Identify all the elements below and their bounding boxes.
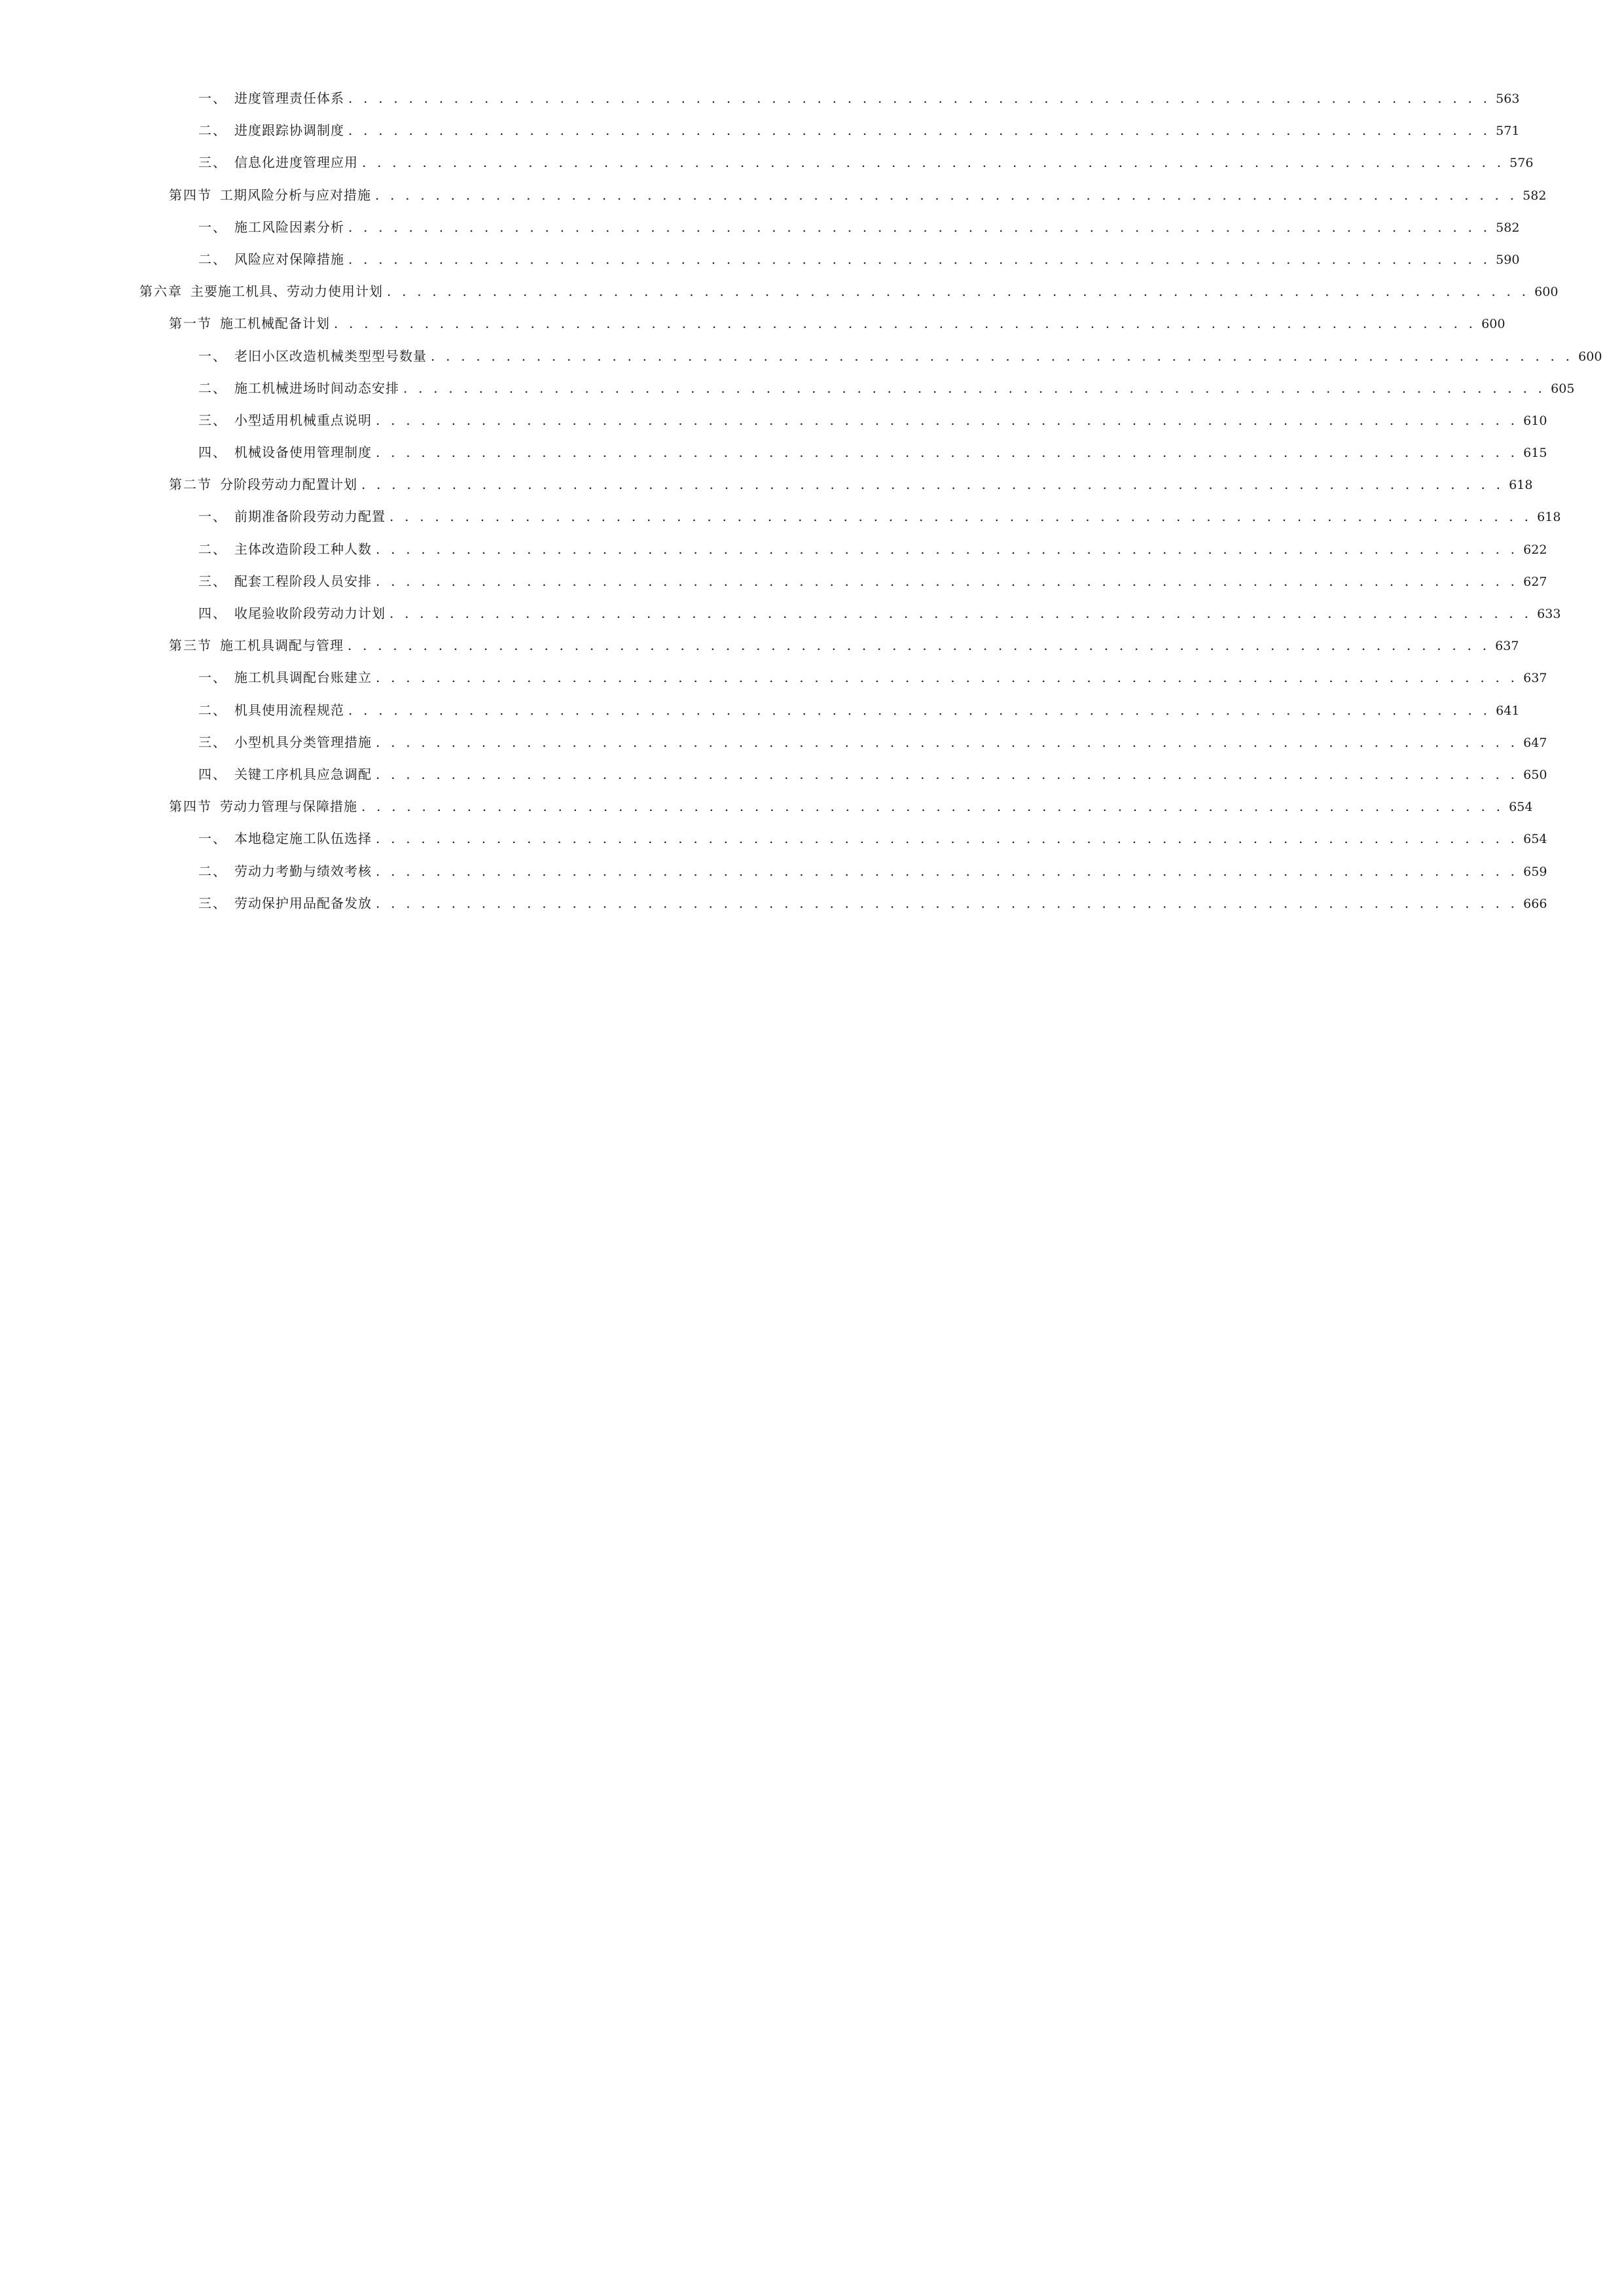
- toc-entry[interactable]: [0, 307, 1506, 339]
- toc-entry-line: [139, 283, 1559, 300]
- toc-entry-title: 施工风险因素分析: [234, 219, 344, 235]
- toc-entry-number: 三、: [198, 895, 227, 911]
- toc-entry-page-number: 618: [1537, 510, 1561, 525]
- toc-entry-title: 劳动力管理与保障措施: [220, 798, 357, 815]
- toc-entry-page-number: 582: [1523, 188, 1547, 203]
- toc-dot-leader: . . . . . . . . . . . . . . . . . . . . . . . . . . . . . . . . . . . . . . . . . . . . . . . . . . . . . . . . . . . . . . . . . . . . . . . . . . . .: [361, 476, 1504, 493]
- toc-entry-number: 第三节: [169, 637, 212, 654]
- toc-entry-number: 二、: [198, 702, 227, 718]
- toc-dot-leader: . . . . . . . . . . . . . . . . . . . . . . . . . . . . . . . . . . . . . . . . . . . . . . . . . . . . . . . . . . . . . . . . . . . . . . . . . . . .: [376, 766, 1519, 782]
- toc-entry-page-number: 610: [1523, 413, 1547, 428]
- toc-entry-number: 四、: [198, 605, 227, 621]
- toc-dot-leader: . . . . . . . . . . . . . . . . . . . . . . . . . . . . . . . . . . . . . . . . . . . . . . . . . . . . . . . . . . . . . . . . . . . . . . . . . . . .: [376, 734, 1519, 750]
- toc-entry-number: 一、: [198, 670, 227, 686]
- toc-entry-number: 二、: [198, 380, 227, 396]
- toc-entry-number: 三、: [198, 573, 227, 589]
- toc-entry[interactable]: [0, 629, 1519, 661]
- toc-entry-number: 一、: [198, 831, 227, 847]
- toc-entry-page-number: 600: [1578, 349, 1602, 364]
- toc-entry[interactable]: [0, 179, 1547, 211]
- toc-entry[interactable]: [0, 82, 1520, 114]
- toc-dot-leader: . . . . . . . . . . . . . . . . . . . . . . . . . . . . . . . . . . . . . . . . . . . . . . . . . . . . . . . . . . . . . . . . . . . . . . . . . . . .: [376, 444, 1519, 461]
- toc-entry-title: 机具使用流程规范: [234, 702, 344, 718]
- toc-entry[interactable]: [0, 822, 1547, 854]
- toc-entry[interactable]: [0, 533, 1547, 565]
- toc-dot-leader: . . . . . . . . . . . . . . . . . . . . . . . . . . . . . . . . . . . . . . . . . . . . . . . . . . . . . . . . . . . . . . . . . . . . . . . . . . . .: [348, 251, 1491, 267]
- toc-entry-page-number: 659: [1523, 864, 1547, 879]
- toc-dot-leader: . . . . . . . . . . . . . . . . . . . . . . . . . . . . . . . . . . . . . . . . . . . . . . . . . . . . . . . . . . . . . . . . . . . . . . . . . . . .: [348, 219, 1491, 235]
- toc-entry-title: 主要施工机具、劳动力使用计划: [190, 283, 383, 300]
- toc-entry-number: 二、: [198, 251, 227, 267]
- toc-entry[interactable]: [0, 597, 1561, 629]
- toc-entry-line: [198, 895, 1547, 912]
- toc-entry-line: [198, 702, 1520, 719]
- toc-entry-title: 工期风险分析与应对措施: [220, 187, 371, 203]
- toc-entry-number: 三、: [198, 412, 227, 428]
- toc-entry-page-number: 650: [1523, 767, 1547, 782]
- toc-entry-page-number: 590: [1496, 252, 1520, 267]
- toc-entry-page-number: 576: [1509, 156, 1534, 171]
- toc-entry[interactable]: [0, 404, 1547, 436]
- toc-entry-line: [198, 508, 1561, 526]
- toc-entry-title: 小型机具分类管理措施: [234, 734, 372, 750]
- toc-entry-title: 分阶段劳动力配置计划: [220, 476, 357, 493]
- toc-entry-title: 老旧小区改造机械类型型号数量: [234, 348, 427, 364]
- toc-dot-leader: . . . . . . . . . . . . . . . . . . . . . . . . . . . . . . . . . . . . . . . . . . . . . . . . . . . . . . . . . . . . . . . . . . . . . . . . . . . .: [403, 380, 1546, 396]
- toc-entry-title: 劳动力考勤与绩效考核: [234, 863, 372, 879]
- toc-dot-leader: . . . . . . . . . . . . . . . . . . . . . . . . . . . . . . . . . . . . . . . . . . . . . . . . . . . . . . . . . . . . . . . . . . . . . . . . . . . .: [348, 122, 1491, 139]
- toc-entry-page-number: 571: [1496, 124, 1520, 139]
- toc-entry-line: [198, 734, 1547, 751]
- toc-entry-title: 施工机具调配与管理: [220, 637, 344, 654]
- toc-entry-title: 施工机械配备计划: [220, 315, 330, 332]
- toc-entry-page-number: 600: [1534, 285, 1559, 300]
- toc-dot-leader: . . . . . . . . . . . . . . . . . . . . . . . . . . . . . . . . . . . . . . . . . . . . . . . . . . . . . . . . . . . . . . . . . . . . . . . . . . . .: [376, 670, 1519, 686]
- toc-entry-title: 收尾验收阶段劳动力计划: [234, 605, 386, 621]
- toc-entry-line: [198, 766, 1547, 783]
- toc-entry-page-number: 563: [1496, 92, 1520, 106]
- toc-dot-leader: . . . . . . . . . . . . . . . . . . . . . . . . . . . . . . . . . . . . . . . . . . . . . . . . . . . . . . . . . . . . . . . . . . . . . . . . . . . .: [389, 509, 1532, 525]
- toc-entry-number: 三、: [198, 154, 227, 171]
- document-page: [0, 0, 1602, 1021]
- toc-dot-leader: . . . . . . . . . . . . . . . . . . . . . . . . . . . . . . . . . . . . . . . . . . . . . . . . . . . . . . . . . . . . . . . . . . . . . . . . . . . .: [375, 187, 1518, 203]
- toc-entry-page-number: 600: [1481, 317, 1506, 332]
- toc-entry-line: [169, 637, 1519, 655]
- toc-entry-title: 本地稳定施工队伍选择: [234, 831, 372, 847]
- toc-entry-number: 第二节: [169, 476, 212, 493]
- toc-entry-title: 配套工程阶段人员安排: [234, 573, 372, 589]
- toc-entry-number: 第四节: [169, 798, 212, 815]
- toc-entry[interactable]: [0, 694, 1520, 726]
- toc-entry-line: [198, 830, 1547, 848]
- toc-entry-page-number: 627: [1523, 574, 1547, 589]
- toc-entry-page-number: 633: [1537, 607, 1561, 621]
- toc-dot-leader: . . . . . . . . . . . . . . . . . . . . . . . . . . . . . . . . . . . . . . . . . . . . . . . . . . . . . . . . . . . . . . . . . . . . . . . . . . . .: [361, 798, 1504, 815]
- toc-entry-page-number: 654: [1509, 800, 1533, 815]
- toc-entry-line: [169, 476, 1533, 493]
- toc-entry-title: 进度跟踪协调制度: [234, 122, 344, 139]
- toc-entry[interactable]: [0, 758, 1547, 790]
- toc-entry[interactable]: [0, 211, 1520, 243]
- toc-entry-page-number: 615: [1523, 446, 1547, 461]
- toc-entry-title: 机械设备使用管理制度: [234, 444, 372, 461]
- toc-entry[interactable]: [0, 340, 1602, 372]
- toc-entry-number: 第四节: [169, 187, 212, 203]
- toc-entry-title: 施工机械进场时间动态安排: [234, 380, 399, 396]
- toc-dot-leader: . . . . . . . . . . . . . . . . . . . . . . . . . . . . . . . . . . . . . . . . . . . . . . . . . . . . . . . . . . . . . . . . . . . . . . . . . . . .: [362, 154, 1505, 171]
- toc-entry-number: 四、: [198, 444, 227, 461]
- toc-entry-page-number: 605: [1551, 381, 1575, 396]
- toc-entry-page-number: 637: [1523, 671, 1547, 686]
- toc-entry-title: 主体改造阶段工种人数: [234, 541, 372, 557]
- toc-entry-page-number: 654: [1523, 832, 1547, 847]
- toc-dot-leader: . . . . . . . . . . . . . . . . . . . . . . . . . . . . . . . . . . . . . . . . . . . . . . . . . . . . . . . . . . . . . . . . . . . . . . . . . . . .: [376, 573, 1519, 589]
- toc-entry-page-number: 647: [1523, 735, 1547, 750]
- toc-dot-leader: . . . . . . . . . . . . . . . . . . . . . . . . . . . . . . . . . . . . . . . . . . . . . . . . . . . . . . . . . . . . . . . . . . . . . . . . . . . .: [376, 895, 1519, 911]
- toc-entry-line: [198, 541, 1547, 558]
- toc-dot-leader: . . . . . . . . . . . . . . . . . . . . . . . . . . . . . . . . . . . . . . . . . . . . . . . . . . . . . . . . . . . . . . . . . . . . . . . . . . . .: [389, 605, 1532, 621]
- toc-entry-line: [169, 187, 1547, 204]
- toc-entry-number: 三、: [198, 734, 227, 750]
- toc-entry-title: 小型适用机械重点说明: [234, 412, 372, 428]
- toc-entry-page-number: 637: [1495, 639, 1519, 654]
- toc-entry-page-number: 582: [1496, 220, 1520, 235]
- toc-entry[interactable]: [0, 887, 1547, 919]
- toc-entry[interactable]: [0, 790, 1533, 822]
- toc-entry-number: 二、: [198, 863, 227, 879]
- toc-entry-line: [198, 219, 1520, 236]
- toc-entry[interactable]: [0, 855, 1547, 887]
- table-of-contents: [0, 82, 1602, 919]
- toc-entry-number: 一、: [198, 348, 227, 364]
- toc-entry-title: 信息化进度管理应用: [234, 154, 358, 171]
- toc-entry-page-number: 618: [1509, 478, 1533, 493]
- toc-entry-page-number: 666: [1523, 896, 1547, 911]
- toc-entry-title: 进度管理责任体系: [234, 90, 344, 106]
- toc-entry-number: 第六章: [139, 283, 183, 300]
- toc-entry-line: [198, 605, 1561, 622]
- toc-entry-line: [198, 412, 1547, 429]
- toc-entry[interactable]: [0, 146, 1534, 178]
- toc-entry[interactable]: [0, 468, 1533, 500]
- toc-entry-line: [198, 444, 1547, 461]
- toc-entry-line: [198, 90, 1520, 107]
- toc-entry-title: 劳动保护用品配备发放: [234, 895, 372, 911]
- toc-entry-number: 一、: [198, 90, 227, 106]
- toc-entry-number: 二、: [198, 541, 227, 557]
- toc-entry[interactable]: [0, 500, 1561, 532]
- toc-entry[interactable]: [0, 275, 1559, 307]
- toc-entry[interactable]: [0, 114, 1520, 146]
- toc-entry-line: [198, 154, 1534, 171]
- toc-dot-leader: . . . . . . . . . . . . . . . . . . . . . . . . . . . . . . . . . . . . . . . . . . . . . . . . . . . . . . . . . . . . . . . . . . . . . . . . . . . .: [431, 348, 1574, 364]
- toc-entry-line: [169, 315, 1506, 332]
- toc-entry-page-number: 622: [1523, 542, 1547, 557]
- toc-dot-leader: . . . . . . . . . . . . . . . . . . . . . . . . . . . . . . . . . . . . . . . . . . . . . . . . . . . . . . . . . . . . . . . . . . . . . . . . . . . .: [334, 315, 1477, 332]
- toc-entry-line: [198, 380, 1575, 397]
- toc-dot-leader: . . . . . . . . . . . . . . . . . . . . . . . . . . . . . . . . . . . . . . . . . . . . . . . . . . . . . . . . . . . . . . . . . . . . . . . . . . . .: [348, 702, 1491, 718]
- toc-dot-leader: . . . . . . . . . . . . . . . . . . . . . . . . . . . . . . . . . . . . . . . . . . . . . . . . . . . . . . . . . . . . . . . . . . . . . . . . . . . .: [376, 831, 1519, 847]
- toc-dot-leader: . . . . . . . . . . . . . . . . . . . . . . . . . . . . . . . . . . . . . . . . . . . . . . . . . . . . . . . . . . . . . . . . . . . . . . . . . . . .: [376, 541, 1519, 557]
- toc-entry-number: 一、: [198, 509, 227, 525]
- toc-entry-title: 前期准备阶段劳动力配置: [234, 509, 386, 525]
- toc-entry-title: 风险应对保障措施: [234, 251, 344, 267]
- toc-entry-number: 一、: [198, 219, 227, 235]
- toc-dot-leader: . . . . . . . . . . . . . . . . . . . . . . . . . . . . . . . . . . . . . . . . . . . . . . . . . . . . . . . . . . . . . . . . . . . . . . . . . . . .: [348, 637, 1490, 654]
- toc-entry[interactable]: [0, 243, 1520, 275]
- toc-entry-number: 二、: [198, 122, 227, 139]
- toc-entry[interactable]: [0, 661, 1547, 693]
- toc-entry-line: [198, 348, 1602, 365]
- toc-entry-title: 施工机具调配台账建立: [234, 670, 372, 686]
- toc-entry-line: [169, 798, 1533, 816]
- toc-entry-line: [198, 122, 1520, 139]
- toc-entry[interactable]: [0, 565, 1547, 597]
- toc-entry-line: [198, 251, 1520, 268]
- toc-dot-leader: . . . . . . . . . . . . . . . . . . . . . . . . . . . . . . . . . . . . . . . . . . . . . . . . . . . . . . . . . . . . . . . . . . . . . . . . . . . .: [348, 90, 1491, 106]
- toc-entry-line: [198, 863, 1547, 880]
- toc-entry-page-number: 641: [1496, 703, 1520, 718]
- toc-entry-number: 第一节: [169, 315, 212, 332]
- toc-entry-title: 关键工序机具应急调配: [234, 766, 372, 782]
- toc-dot-leader: . . . . . . . . . . . . . . . . . . . . . . . . . . . . . . . . . . . . . . . . . . . . . . . . . . . . . . . . . . . . . . . . . . . . . . . . . . . .: [387, 283, 1530, 300]
- toc-dot-leader: . . . . . . . . . . . . . . . . . . . . . . . . . . . . . . . . . . . . . . . . . . . . . . . . . . . . . . . . . . . . . . . . . . . . . . . . . . . .: [376, 863, 1519, 879]
- toc-entry-number: 四、: [198, 766, 227, 782]
- toc-entry[interactable]: [0, 436, 1547, 468]
- toc-entry[interactable]: [0, 372, 1575, 404]
- toc-entry-line: [198, 669, 1547, 687]
- toc-entry[interactable]: [0, 726, 1547, 758]
- toc-dot-leader: . . . . . . . . . . . . . . . . . . . . . . . . . . . . . . . . . . . . . . . . . . . . . . . . . . . . . . . . . . . . . . . . . . . . . . . . . . . .: [376, 412, 1519, 428]
- toc-entry-line: [198, 573, 1547, 590]
